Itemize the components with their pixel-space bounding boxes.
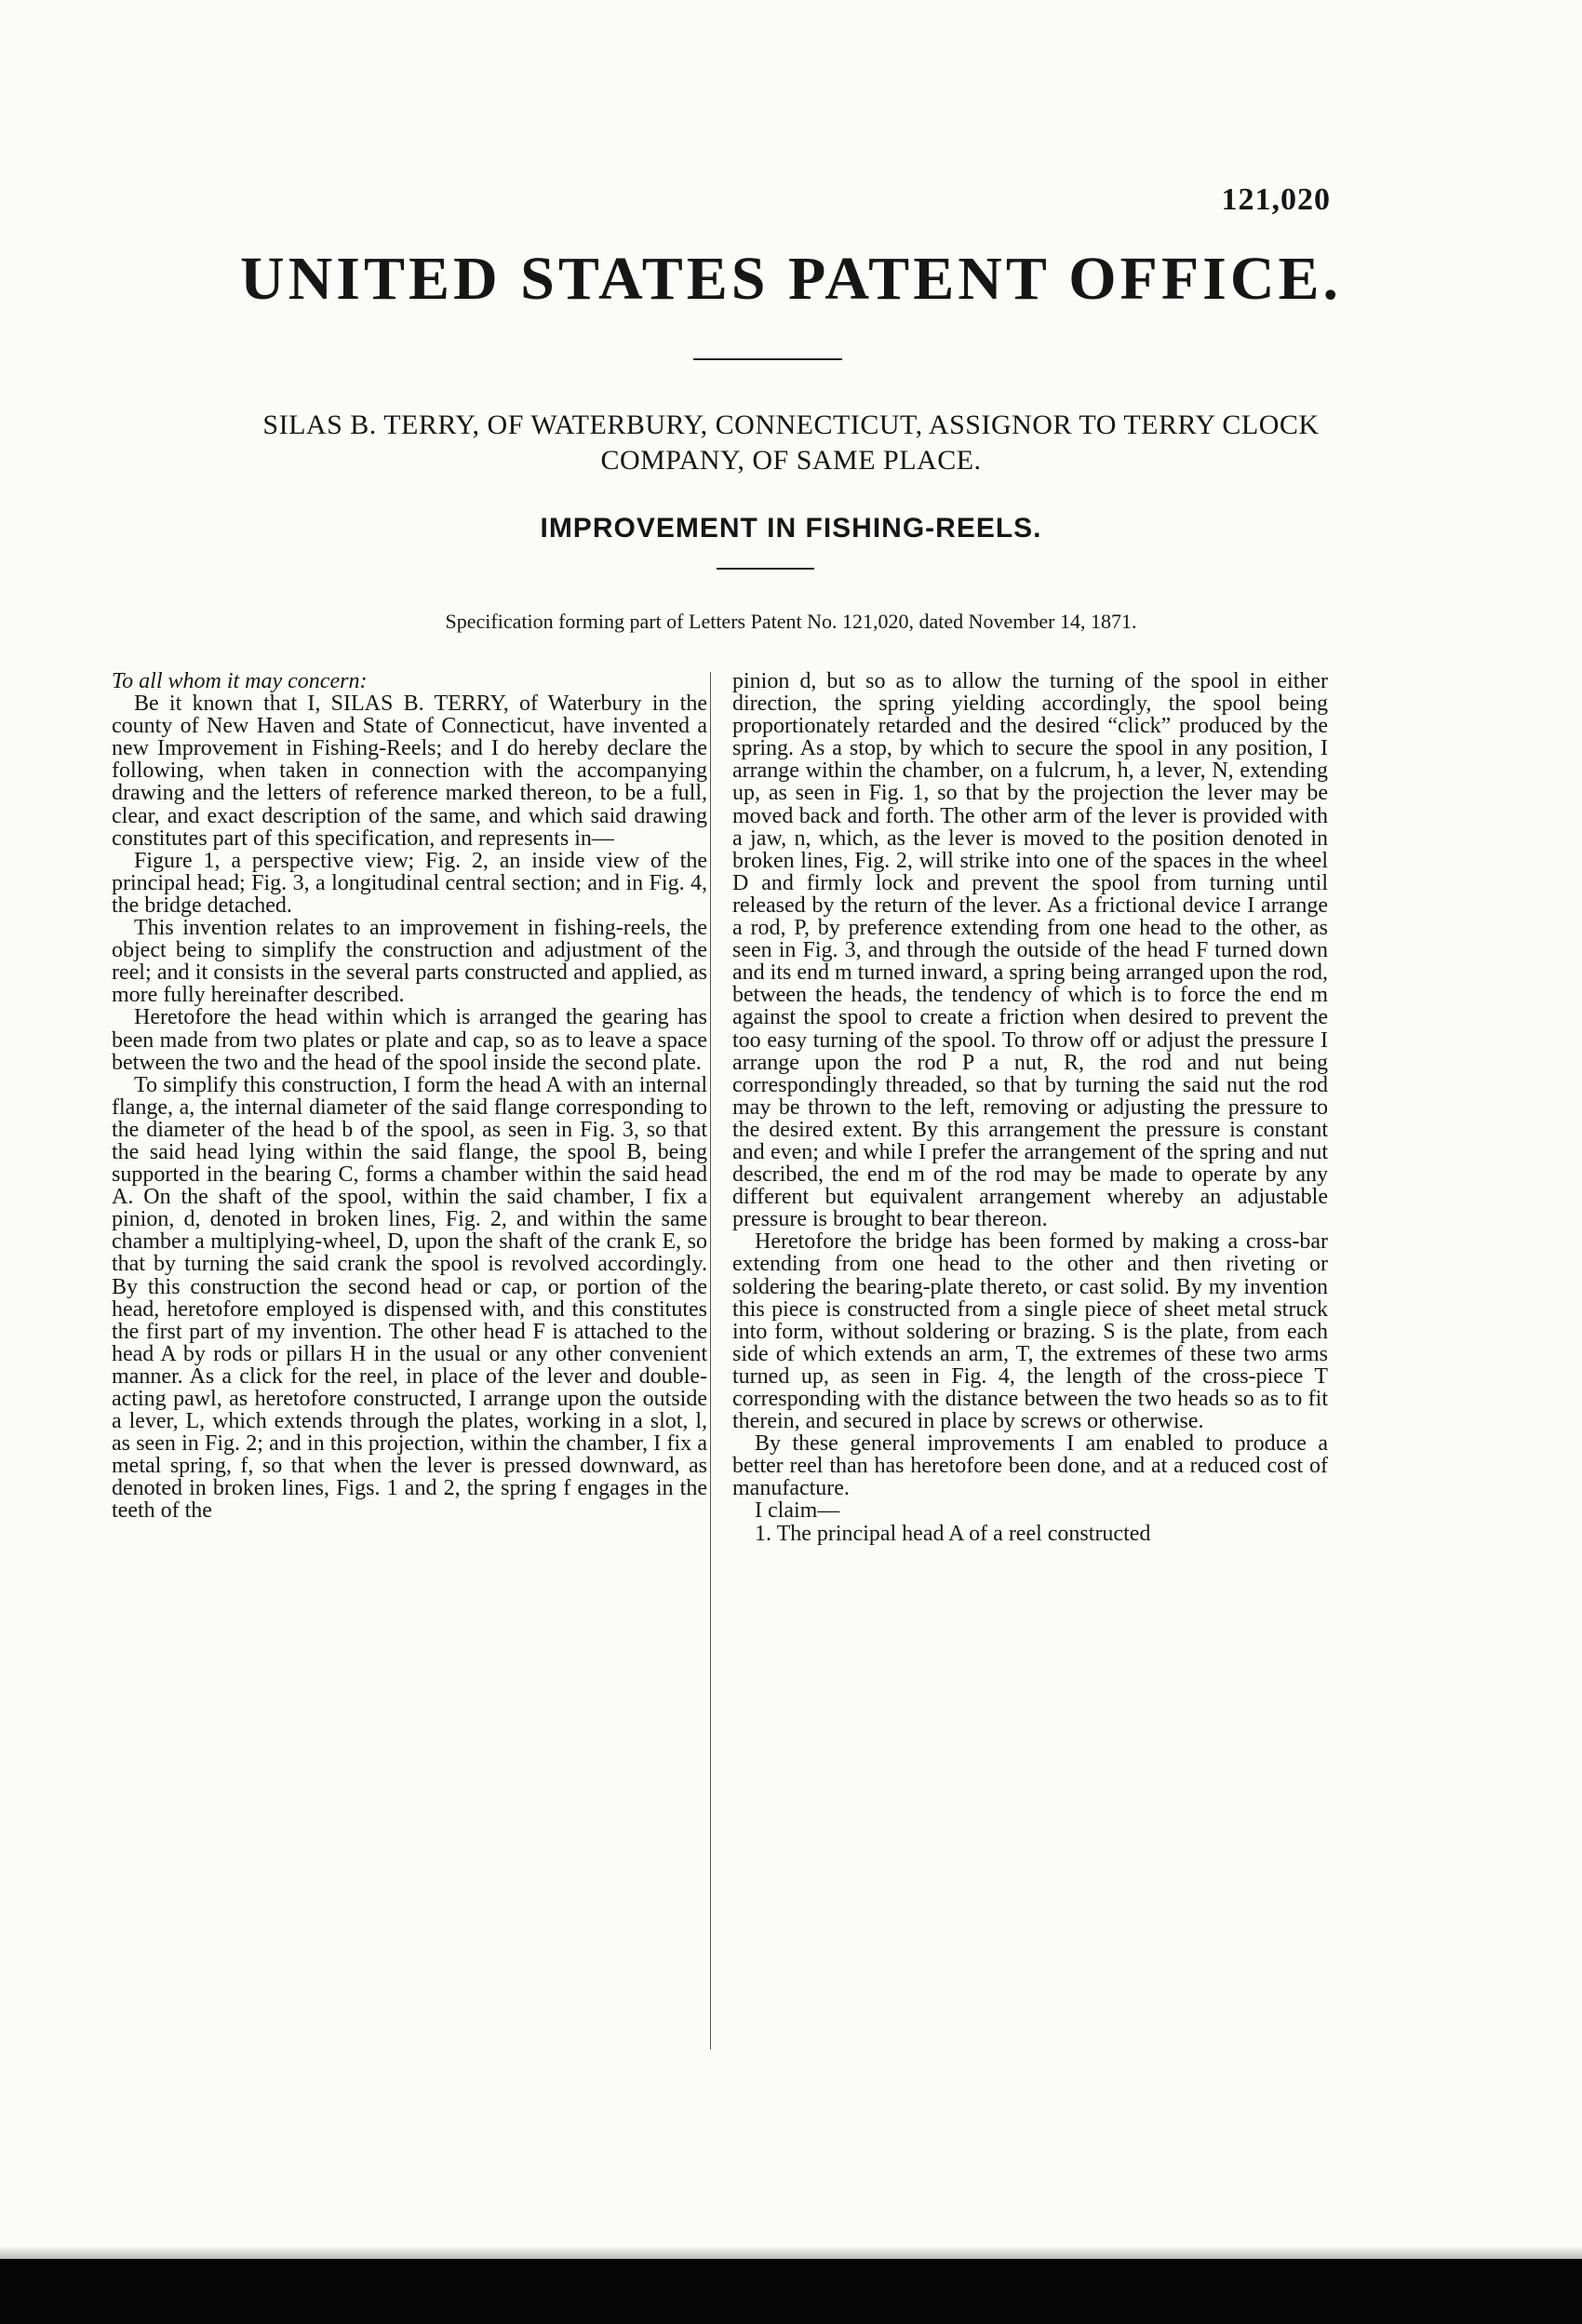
right-column: [732, 670, 1328, 1545]
header-divider: [693, 358, 842, 360]
paragraph: pinion d, but so as to allow the turning of the spool in either direction, the spring yielding accordingly, the spool being proportionately retarded and the desired “click” produced by the spring. As a stop, by which to secure the spool in any position, I arrange within the chamber, on a fulcrum, h, a lever, N, extending up, as seen in Fig. 1, so that by the projection the lever may be moved back and forth. The other arm of the lever is provided with a jaw, n, which, as the lever is moved to the position denoted in broken lines, Fig. 2, will strike into one of the spaces in the wheel D and firmly lock and prevent the spool from turning until released by the return of the lever. As a frictional device I arrange a rod, P, by preference extending from one head to the other, as seen in Fig. 3, and through the outside of the head F turned down and its end m turned inward, a spring being arranged upon the rod, between the heads, the tendency of which is to force the end m against the spool to create a friction when desired to prevent the too easy turning of the spool. To throw off or adjust the pressure I arrange upon the rod P a nut, R, the rod and nut being correspondingly threaded, so that by turning the said nut the rod may be thrown to the left, removing or adjusting the pressure to the desired extent. By this arrangement the pressure is constant and even; and while I prefer the arrangement of the spring and nut described, the end m of the rod may be made to operate by any different but equivalent arrangement whereby an adjustable pressure is brought to bear thereon.: [732, 669, 1328, 1232]
claim-heading: I claim—: [755, 1498, 840, 1524]
inventor-line-1: SILAS B. TERRY, OF WATERBURY, CONNECTICUT, ASSIGNOR TO TERRY CLOCK: [262, 410, 1320, 440]
improvement-title: IMPROVEMENT IN FISHING-REELS.: [540, 513, 1042, 544]
paragraph: To simplify this construction, I form the head A with an internal flange, a, the internal diameter of the said flange corresponding to the diameter of the head b of the spool, as seen in Fig. 3, so that the said head lying within the said flange, the spool B, being supported in the bearing C, forms a chamber within the said head A. On the shaft of the spool, within the said chamber, I fix a pinion, d, denoted in broken lines, Fig. 2, and within the same chamber a multiplying-wheel, D, upon the shaft of the crank E, so that by turning the said crank the spool is revolved accordingly. By this construction the second head or cap, or portion of the head, heretofore employed is dispensed with, and this constitutes the first part of my invention. The other head F is attached to the head A by rods or pillars H in the usual or any other convenient manner. As a click for the reel, in place of the lever and double-acting pawl, as heretofore constructed, I arrange upon the outside a lever, L, which extends through the plates, working in a slot, l, as seen in Fig. 2; and in this projection, within the chamber, I fix a metal spring, f, so that when the lever is pressed downward, as denoted in broken lines, Figs. 1 and 2, the spring f engages in the teeth of the: [112, 1072, 707, 1524]
paragraph: Heretofore the bridge has been formed by making a cross-bar extending from one head to the other and then riveting or soldering the bearing-plate thereto, or cast solid. By my invention this piece is constructed from a single piece of sheet metal struck into form, without soldering or brazing. S is the plate, from each side of which extends an arm, T, the extremes of these two arms turned up, as seen in Fig. 4, the length of the cross-piece T corresponding with the distance between the two heads so as to fit therein, and secured in place by screws or otherwise.: [732, 1229, 1328, 1434]
column-divider: [710, 672, 711, 2049]
paragraph: Figure 1, a perspective view; Fig. 2, an inside view of the principal head; Fig. 3, a longitudinal central section; and in Fig. 4, the bridge detached.: [112, 848, 707, 918]
paragraph: Heretofore the head within which is arranged the gearing has been made from two plates or plate and cap, so as to leave a space between the two and the head of the spool inside the second plate.: [112, 1005, 707, 1075]
patent-number: 121,020: [1221, 182, 1331, 217]
paragraph: This invention relates to an improvement in fishing-reels, the object being to simplify the construction and adjustment of the reel; and it consists in the several parts constructed and applied, as more fully hereinafter described.: [112, 916, 707, 1008]
paragraph: By these general improvements I am enabled to produce a better reel than has heretofore been done, and at a reduced cost of manufacture.: [732, 1431, 1328, 1501]
office-title: UNITED STATES PATENT OFFICE.: [239, 245, 1343, 313]
claim-item: 1. The principal head A of a reel constructed: [755, 1521, 1151, 1546]
salutation: To all whom it may concern:: [112, 669, 368, 693]
scan-edge-band: [0, 2259, 1582, 2324]
paragraph: Be it known that I, SILAS B. TERRY, of Waterbury in the county of New Haven and State of Connecticut, have invented a new Improvement in Fishing-Reels; and I do hereby declare the following, when taken in connection with the accompanying drawing and the letters of reference marked thereon, to be a full, clear, and exact description of the same, and which said drawing constitutes part of this specification, and represents in—: [112, 692, 707, 851]
title-divider: [717, 568, 814, 570]
specification-line: Specification forming part of Letters Patent No. 121,020, dated November 14, 1871.: [445, 610, 1137, 633]
inventor-block: [93, 408, 1489, 478]
inventor-line-2: COMPANY, OF SAME PLACE.: [600, 445, 982, 476]
left-column: [112, 670, 707, 1523]
